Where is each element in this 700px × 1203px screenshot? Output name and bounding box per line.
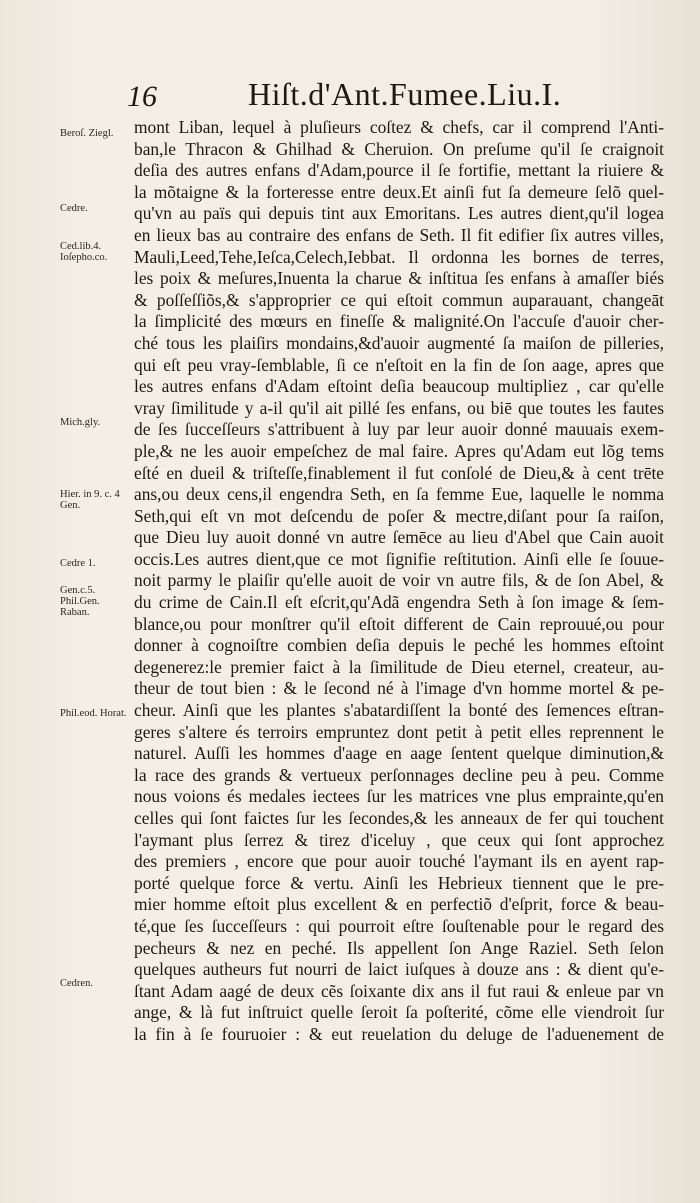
text-line: mont Liban, lequel à pluſieurs coſtez & chefs, car il comprend l'Anti- bbox=[134, 117, 664, 137]
text-line: en lieux bas au contraire des enfans de Seth. Il fit edifier ſix autres villes, bbox=[134, 224, 664, 245]
text-line: mier homme eſtoit plus excellent & en perfectiõ d'eſprit, force & beau- bbox=[134, 894, 664, 915]
margin-note-gen-phil-raban: Gen.c.5. Phil.Gen. Raban. bbox=[60, 585, 100, 618]
text-line: ché tous les plaiſirs mondains,&d'auoir augmenté ſa maiſon de pilleries, bbox=[134, 332, 664, 353]
text-line: donner à cognoiſtre combien deſia depuis le peché les hommes eſtoint bbox=[134, 635, 664, 656]
text-line: ple,& ne les auoir empeſchez de mal faire. Apres qu'Adam eut lõg tems bbox=[134, 440, 664, 461]
text-line: té,que ſes ſucceſſeurs : qui pourroit eſtre ſouſtenable pour le regard des bbox=[134, 915, 664, 936]
text-line: Seth,qui eſt vn mot deſcendu de poſer & mectre,diſant pour ſa raiſon, bbox=[134, 505, 664, 526]
text-line: des premiers , encore que pour auoir touché l'aymant ils en ayent rap- bbox=[134, 851, 664, 872]
text-line: de ſes ſucceſſeurs s'attribuent à luy par leur auoir donné mauuais exem- bbox=[134, 419, 664, 440]
text-line: ans,ou deux cens,il engendra Seth, en ſa femme Eue, laquelle le nomma bbox=[134, 484, 664, 505]
text-line: les poix & meſures,Inuenta la charue & inſtitua ſes enfans à amaſſer biés bbox=[134, 268, 664, 289]
text-line: ban,le Thracon & Ghilhad & Cheruion. On preſume qu'il ſe craignoit bbox=[134, 138, 664, 159]
margin-note-cedre-1: Cedre 1. bbox=[60, 558, 96, 569]
margin-note-phil-horat: Phil.eod. Horat. bbox=[60, 708, 127, 719]
text-line: degenerez:le premier faict à la ſimilitude de Dieu eternel, createur, au- bbox=[134, 656, 664, 677]
text-line: les autres enfans d'Adam eſtoint deſia beaucoup multipliez , car qu'elle bbox=[134, 376, 664, 397]
main-text bbox=[134, 117, 664, 1067]
text-line: deſia des autres enfans d'Adam,pource il ſe fortifie, mettant la riuiere & bbox=[134, 160, 664, 181]
text-line: celles qui ſont faictes ſur les ſecondes,& les anneaux de fer qui touchent bbox=[134, 808, 664, 828]
text-line: qui eſt peu vray-ſemblable, ſi ce n'eſtoit en la fin de ſon aage, apres que bbox=[134, 354, 664, 375]
text-line: la mõtaigne & la forteresse entre deux.Et ainſi fut ſa demeure ſelõ quel- bbox=[134, 181, 664, 202]
margin-note-michgly: Mich.gly. bbox=[60, 417, 101, 428]
text-line: nous voions és medales iectees ſur les matrices vne plus emprainte,qu'en bbox=[134, 786, 664, 807]
margin-note-ced-iofepho: Ced.lib.4. Ioſepho.co. bbox=[60, 241, 108, 263]
text-line: blance,ou pour monſtrer qu'il eſtoit different de Cain reprouué,ou pour bbox=[134, 613, 664, 634]
text-line: noit parmy le plaiſir qu'elle auoit de voir vn autre fils, & de ſon Abel, & bbox=[134, 570, 664, 591]
text-line: eſté en dueil & triſteſſe,finablement il fut conſolé de Dieu,& à cent trēte bbox=[134, 462, 664, 483]
text-line: cheur. Ainſi que les plantes s'abatardiſſent la bonté des ſemences eſtran- bbox=[134, 700, 664, 721]
text-line: que Dieu luy auoit donné vn autre ſemēce au lieu d'Abel que Cain auoit bbox=[134, 527, 664, 548]
text-line: l'aymant plus ſerrez & tirez d'iceluy , que ceux qui ſont approchez bbox=[134, 829, 664, 850]
margin-note-cedre: Cedre. bbox=[60, 203, 88, 214]
text-line: Mauli,Leed,Tehe,Ieſca,Celech,Iebbat. Il ordonna les bornes de terres, bbox=[134, 246, 664, 267]
text-line: & poſſeſſiõs,& s'approprier ce qui eſtoit commun auparauant, changeāt bbox=[134, 289, 664, 310]
text-line: theur de tout bien : & le ſecond né à l'image d'vn homme mortel & pe- bbox=[134, 678, 664, 699]
text-line: la fin à ſe fouruoier : & eut reuelation du deluge de l'aduenement de bbox=[134, 1023, 664, 1044]
text-line: ange, & là fut inſtruict quelle ſeroit ſa poſterité, cõme elle viendroit ſur bbox=[134, 1002, 664, 1023]
text-line: occis.Les autres dient,que ce mot ſignifie reſtitution. Ainſi elle ſe ſouue- bbox=[134, 548, 664, 569]
running-title: Hiſt.d'Ant.Fumee.Liu.I. bbox=[248, 76, 562, 112]
text-line: vray ſimilitude y a-il qu'il ait pillé ſes enfans, ou biē que toutes les fautes bbox=[134, 397, 664, 418]
margin-note-hier-gen: Hier. in 9. c. 4 Gen. bbox=[60, 489, 120, 511]
page-header bbox=[0, 74, 700, 114]
text-line bbox=[134, 1046, 664, 1068]
text-line: geres s'altere és terroirs empruntez dont petit à petit elles reprennent le bbox=[134, 721, 664, 742]
text-line: pecheurs & nez en peché. Ils appellent ſon Ange Raziel. Seth ſelon bbox=[134, 937, 664, 958]
text-line: naturel. Auſſi les hommes d'aage en aage ſentent quelque diminution,& bbox=[134, 743, 664, 764]
text-line: porté quelque force & vertu. Ainſi les Hebrieux tiennent que le pre- bbox=[134, 872, 664, 893]
page-number: 16 bbox=[127, 80, 157, 113]
text-line: la race des grands & vertueux perſonnages decline peu à peu. Comme bbox=[134, 764, 664, 785]
text-line: la ſimplicité des mœurs en fineſſe & malignité.On l'accuſe d'auoir cher- bbox=[134, 311, 664, 332]
text-line: du crime de Cain.Il eſt eſcrit,qu'Adã engendra Seth à ſon image & ſem- bbox=[134, 592, 664, 613]
margin-note-cedren: Cedren. bbox=[60, 978, 93, 989]
margin-note-berof: Beroſ. Ziegl. bbox=[60, 128, 114, 139]
text-line: quelques autheurs fut nourri de laict iuſques à douze ans : & dient qu'e- bbox=[134, 959, 664, 980]
text-line: qu'vn au païs qui depuis tint aux Emoritans. Les autres dient,qu'il logea bbox=[134, 203, 664, 224]
text-line: ſtant Adam aagé de deux cẽs ſoixante dix ans il fut raui & enleue par vn bbox=[134, 980, 664, 1001]
